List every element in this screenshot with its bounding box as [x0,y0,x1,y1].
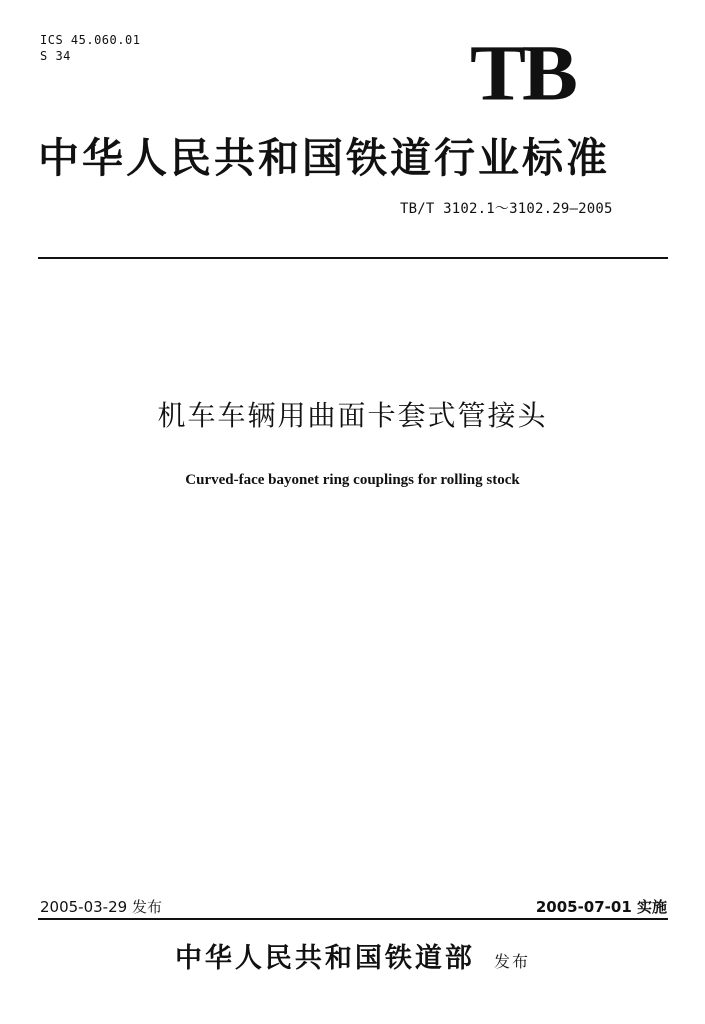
top-divider [38,257,668,259]
bottom-divider [38,918,668,920]
ccs-code: S 34 [40,49,71,63]
tb-logo: TB [470,29,575,118]
publisher-name: 中华人民共和国铁道部 [174,943,475,974]
document-title-english: Curved-face bayonet ring couplings for rolling stock [185,472,520,488]
publisher-suffix: 发布 [494,952,531,971]
standard-title: 中华人民共和国铁道行业标准 [38,134,610,182]
implementation-date: 2005-07-01 实施 [535,898,667,916]
ics-code: ICS 45.060.01 [40,33,141,47]
issue-date: 2005-03-29 发布 [40,898,162,916]
standard-code: TB/T 3102.1～3102.29—2005 [400,201,613,217]
document-title-chinese: 机车车辆用曲面卡套式管接头 [157,399,548,432]
publisher-line [0,936,705,975]
